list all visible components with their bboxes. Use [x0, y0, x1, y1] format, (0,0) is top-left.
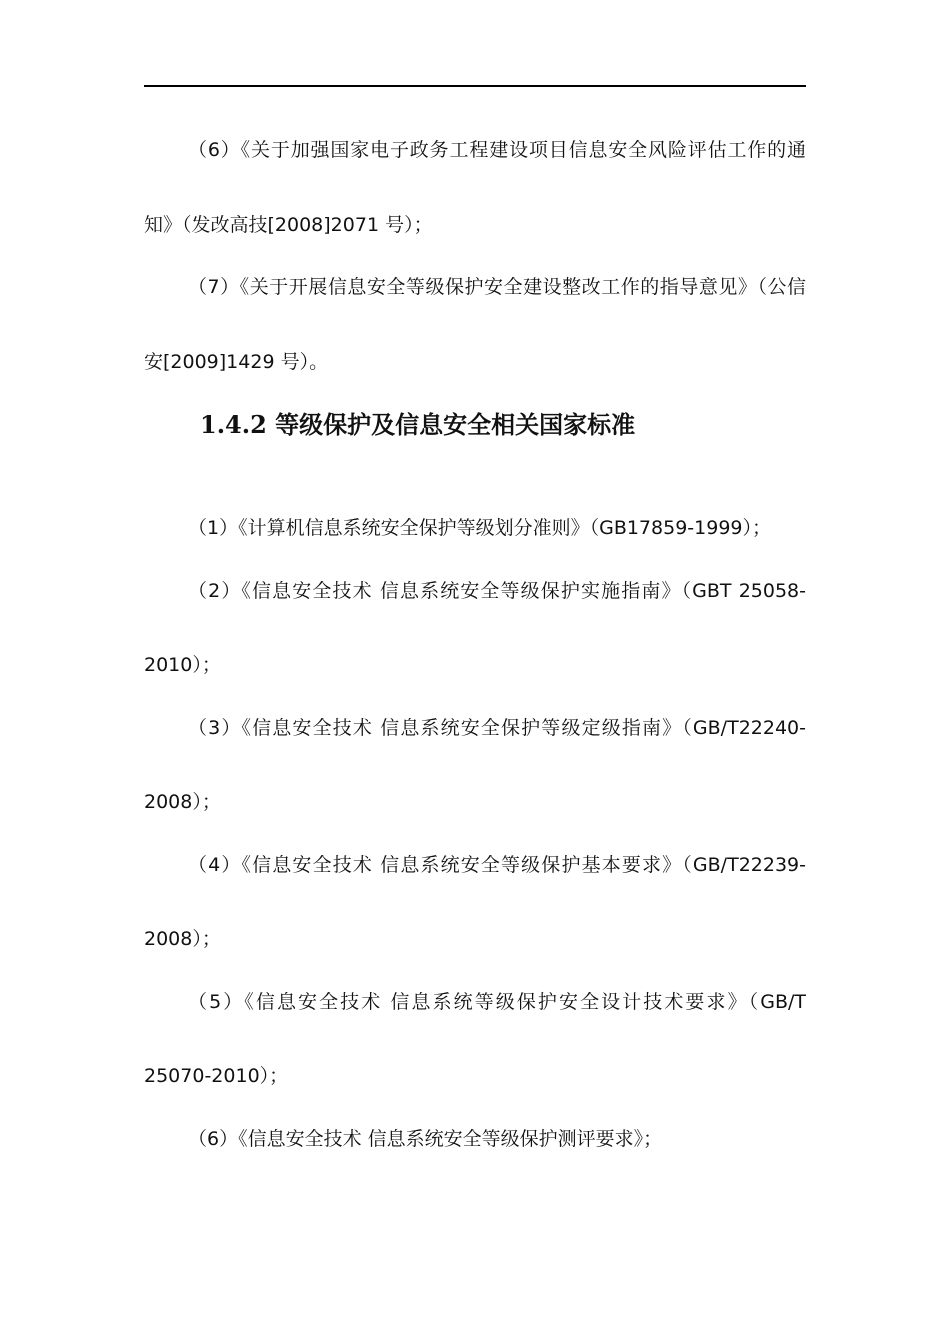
standard-ref-3-line-1: （3）《信息安全技术 信息系统安全保护等级定级指南》（GB/T22240- — [188, 717, 806, 739]
policy-ref-6-line-1: （6）《关于加强国家电子政务工程建设项目信息安全风险评估工作的通 — [188, 139, 806, 161]
standard-ref-2-line-2: 2010）； — [144, 654, 221, 676]
standard-ref-3-line-2: 2008）； — [144, 791, 221, 813]
standard-ref-4-line-1: （4）《信息安全技术 信息系统安全等级保护基本要求》（GB/T22239- — [188, 854, 806, 876]
standard-ref-5-line-1: （5）《信息安全技术 信息系统等级保护安全设计技术要求》（GB/T — [188, 991, 806, 1013]
header-rule — [144, 85, 806, 87]
standard-ref-4-line-2: 2008）； — [144, 928, 221, 950]
standard-ref-2-line-1: （2）《信息安全技术 信息系统安全等级保护实施指南》（GBT 25058- — [188, 580, 806, 602]
section-heading: 1.4.2 等级保护及信息安全相关国家标准 — [200, 410, 636, 439]
policy-ref-6-line-2: 知》（发改高技[2008]2071 号）； — [144, 214, 433, 236]
policy-ref-7-line-2: 安[2009]1429 号）。 — [144, 351, 329, 373]
standard-ref-5-line-2: 25070-2010）； — [144, 1065, 289, 1087]
standard-ref-1-line-1: （1）《计算机信息系统安全保护等级划分准则》（GB17859-1999）； — [188, 517, 771, 539]
standard-ref-6-line-1: （6）《信息安全技术 信息系统安全等级保护测评要求》； — [188, 1128, 663, 1150]
policy-ref-7-line-1: （7）《关于开展信息安全等级保护安全建设整改工作的指导意见》（公信 — [188, 276, 806, 298]
